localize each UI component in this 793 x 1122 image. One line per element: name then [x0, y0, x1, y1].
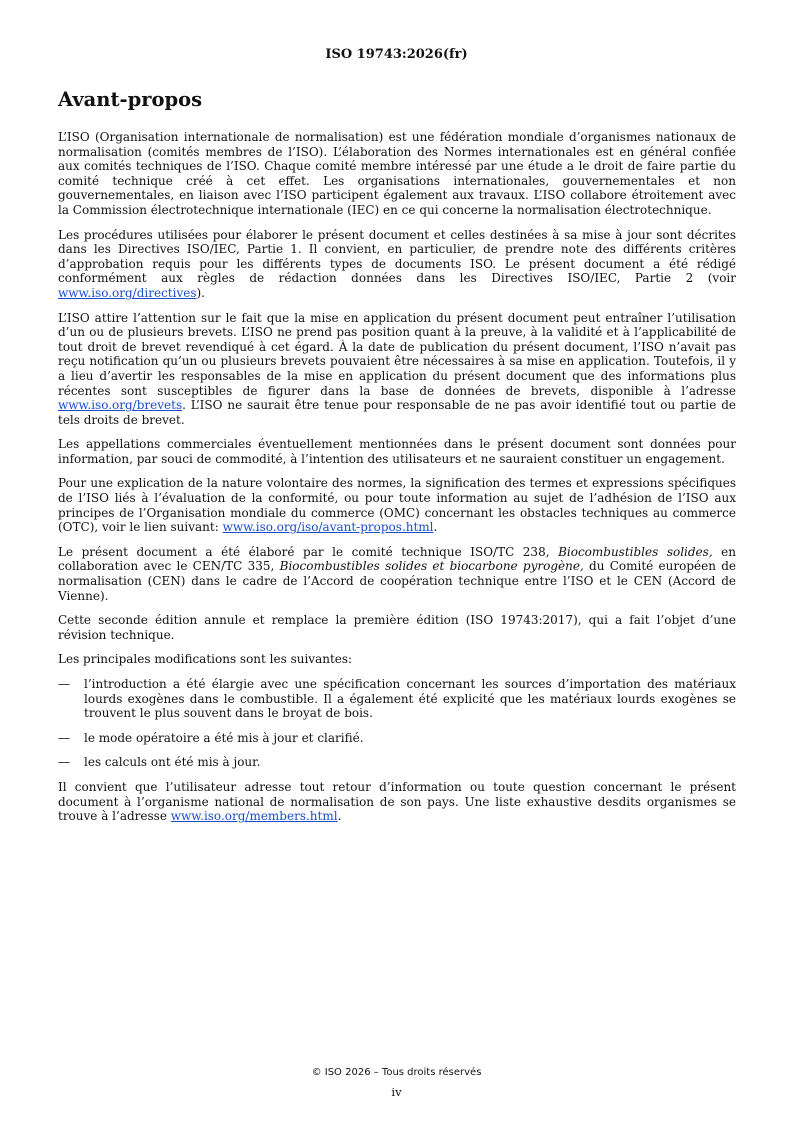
dash-bullet: —: [58, 755, 70, 770]
paragraph-feedback: Il convient que l’utilisateur adresse tout retour d’information ou toute question concernant le présent document à l’organisme national de normalisation de son pays. Une liste exhaustive desdits organismes se trouve à l’adresse www.iso.org/members.html.: [58, 779, 736, 824]
paragraph-iso-intro: L’ISO (Organisation internationale de normalisation) est une fédération mondiale d’organismes nationaux de normalisation (comités membres de l’ISO). L’élaboration des Normes internationales est en général confiée aux comités techniques de l’ISO. Chaque comité membre intéressé par une étude a le droit de faire partie du comité technique créé à cet effet. Les organisations internationales, gouvernementales et non gouvernementales, en liaison avec l’ISO participent également aux travaux. L’ISO collabore étroitement avec la Commission électrotechnique internationale (IEC) en ce qui concerne la normalisation électrotechnique.: [58, 130, 736, 217]
list-item: — les calculs ont été mis à jour.: [58, 755, 261, 770]
link-directives[interactable]: www.iso.org/directives: [58, 285, 197, 300]
list-item: — le mode opératoire a été mis à jour et clarifié.: [58, 730, 364, 745]
paragraph-edition: Cette seconde édition annule et remplace la première édition (ISO 19743:2017), qui a fait l’objet d’une révision technique.: [58, 613, 736, 642]
paragraph-changes-intro: Les principales modifications sont les suivantes:: [58, 652, 353, 667]
paragraph-voluntary-nature: Pour une explication de la nature volontaire des normes, la signification des termes et expressions spécifiques de l’ISO liés à l’évaluation de la conformité, ou pour toute information au sujet de l’adhésion de l’ISO aux principes de l’Organisation mondiale du commerce (OMC) concernant les obstacles techniques au commerce (OTC), voir le lien suivant: www.iso.org/iso/avant-propos.html.: [58, 476, 736, 535]
document-header: [0, 47, 793, 62]
changes-list: [58, 677, 736, 770]
link-brevets[interactable]: www.iso.org/brevets: [58, 398, 183, 413]
page-title: Avant-propos: [58, 88, 203, 111]
link-members[interactable]: www.iso.org/members.html: [170, 809, 338, 824]
list-item: — l’introduction a été élargie avec une spécification concernant les sources d’importation des matériaux lourds exogènes dans le combustible. Il a également été explicité que les matériaux lourds exogènes se trouvent le plus souvent dans le broyat de bois.: [58, 677, 736, 721]
paragraph-committee: Le présent document a été élaboré par le comité technique ISO/TC 238, Biocombustibles solides, en collaboration avec le CEN/TC 335, Biocombustibles solides et biocarbone pyrogène, du Comité européen de normalisation (CEN) dans le cadre de l’Accord de coopération technique entre l’ISO et le CEN (Accord de Vienne).: [58, 544, 737, 603]
document-body: [58, 130, 736, 824]
dash-bullet: —: [58, 730, 70, 745]
document-id: ISO 19743:2026(fr): [325, 47, 468, 62]
link-avant-propos[interactable]: www.iso.org/iso/avant-propos.html: [222, 520, 434, 535]
paragraph-procedures: Les procédures utilisées pour élaborer le présent document et celles destinées à sa mise à jour sont décrites dans les Directives ISO/IEC, Partie 1. Il convient, en particulier, de prendre note des différents critères d’approbation requis pour les différents types de documents ISO. Le présent document a été rédigé conformément aux règles de rédaction données dans les Directives ISO/IEC, Partie 2 (voir www.iso.org/directives).: [58, 227, 736, 300]
paragraph-trade-names: Les appellations commerciales éventuellement mentionnées dans le présent document sont données pour information, par souci de commodité, à l’intention des utilisateurs et ne sauraient constituer un engagement.: [58, 437, 736, 466]
dash-bullet: —: [58, 677, 70, 691]
paragraph-patents: L’ISO attire l’attention sur le fait que la mise en application du présent document peut entraîner l’utilisation d’un ou de plusieurs brevets. L’ISO ne prend pas position quant à la preuve, à la validité et à l’applicabilité de tout droit de brevet revendiqué à cet égard. À la date de publication du présent document, l’ISO n’avait pas reçu notification qu’un ou plusieurs brevets pouvaient être nécessaires à sa mise en application. Toutefois, il y a lieu d’avertir les responsables de la mise en application du présent document que des informations plus récentes sont susceptibles de figurer dans la base de données de brevets, disponible à l’adresse www.iso.org/brevets. L’ISO ne saurait être tenue pour responsable de ne pas avoir identifié tout ou partie de tels droits de brevet.: [58, 310, 736, 427]
copyright-footer: © ISO 2026 – Tous droits réservés: [311, 1067, 482, 1078]
page-number: iv: [391, 1085, 402, 1099]
